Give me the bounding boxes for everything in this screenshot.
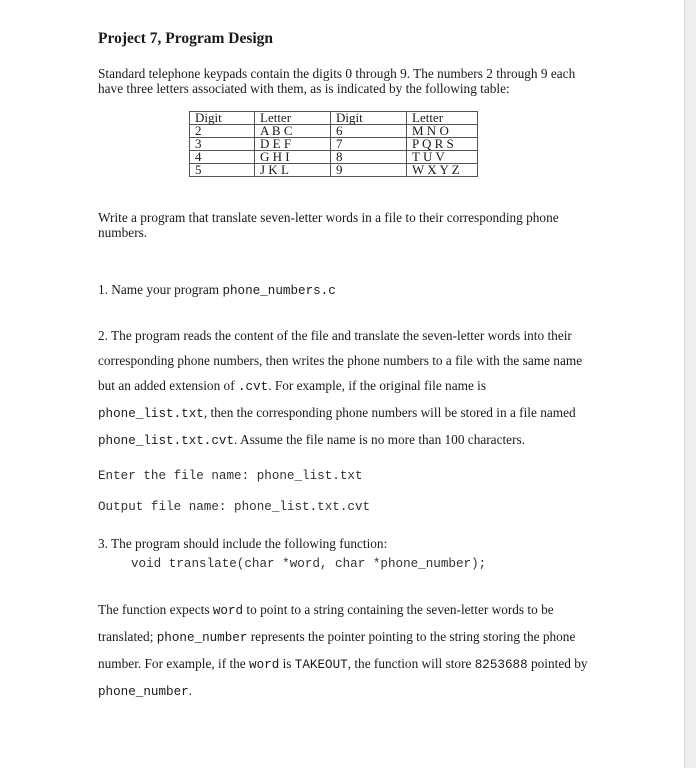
expl-text: to point to a string containing the seven-letter words to be translated; [98, 602, 554, 644]
digits-code: 8253688 [474, 658, 528, 672]
table-cell: 7 [331, 138, 407, 151]
function-explanation [98, 597, 598, 705]
phone-number-param-code: phone_number [156, 631, 248, 645]
extension-code: .cvt [237, 380, 269, 394]
sample-input-line: Enter the file name: phone_list.txt [98, 469, 363, 483]
table-cell: W X Y Z [407, 164, 478, 177]
table-cell: 4 [190, 151, 255, 164]
table-cell: 5 [190, 164, 255, 177]
table-cell: 9 [331, 164, 407, 177]
table-cell: 2 [190, 125, 255, 138]
word-param-code: word [212, 604, 244, 618]
table-cell: T U V [407, 151, 478, 164]
sample-output-line: Output file name: phone_list.txt.cvt [98, 500, 371, 514]
table-cell: G H I [255, 151, 331, 164]
expl-text: . [188, 683, 193, 698]
table-cell: J K L [255, 164, 331, 177]
table-cell: D E F [255, 138, 331, 151]
table-cell: 8 [331, 151, 407, 164]
header-cell: Letter [407, 112, 478, 125]
write-prompt: Write a program that translate seven-letter words in a file to their corresponding phone numbers. [98, 210, 559, 240]
expl-text: , the function will store [347, 656, 475, 671]
program-name-code: phone_numbers.c [222, 284, 336, 298]
table-row [190, 164, 478, 177]
item-2 [98, 323, 598, 454]
item-3: 3. The program should include the following function: [98, 536, 388, 551]
page-edge-scrollbar [684, 0, 696, 768]
header-cell: Digit [331, 112, 407, 125]
function-signature: void translate(char *word, char *phone_number); [131, 557, 487, 571]
item-2-text: 2. The program reads the content of the file and translate the seven-letter words into their corresponding phone numbers, then writes the phone numbers to a file with the same name but an added extension of [98, 328, 583, 393]
table-cell: 6 [331, 125, 407, 138]
phone-number-param-code: phone_number [98, 685, 189, 699]
output-file-code: phone_list.txt.cvt [98, 434, 235, 448]
word-param-code: word [249, 658, 280, 672]
expl-text: pointed by [527, 656, 588, 671]
item-2-text: , then the corresponding phone numbers will be stored in a file named [203, 405, 576, 420]
item-1-text: 1. Name your program [98, 282, 223, 297]
table-cell: P Q R S [407, 138, 478, 151]
page-title: Project 7, Program Design [98, 30, 274, 47]
header-cell: Digit [190, 112, 255, 125]
intro-paragraph: Standard telephone keypads contain the digits 0 through 9. The numbers 2 through 9 each have three letters associated with them, as is indicated by the following table: [98, 66, 576, 96]
expl-text: The function expects [98, 602, 213, 617]
table-cell: A B C [255, 125, 331, 138]
takeout-code: TAKEOUT [294, 658, 348, 672]
item-2-text: . For example, if the original file name is [268, 378, 487, 393]
expl-text: is [279, 656, 295, 671]
table-cell: M N O [407, 125, 478, 138]
item-2-text: . Assume the file name is no more than 100 characters. [234, 432, 526, 447]
table-cell: 3 [190, 138, 255, 151]
keypad-table [189, 111, 478, 177]
item-1 [98, 282, 598, 299]
header-cell: Letter [255, 112, 331, 125]
expl-text: represents the pointer pointing to the string storing the phone number. For example, if the [98, 629, 576, 671]
original-file-code: phone_list.txt [98, 407, 204, 421]
